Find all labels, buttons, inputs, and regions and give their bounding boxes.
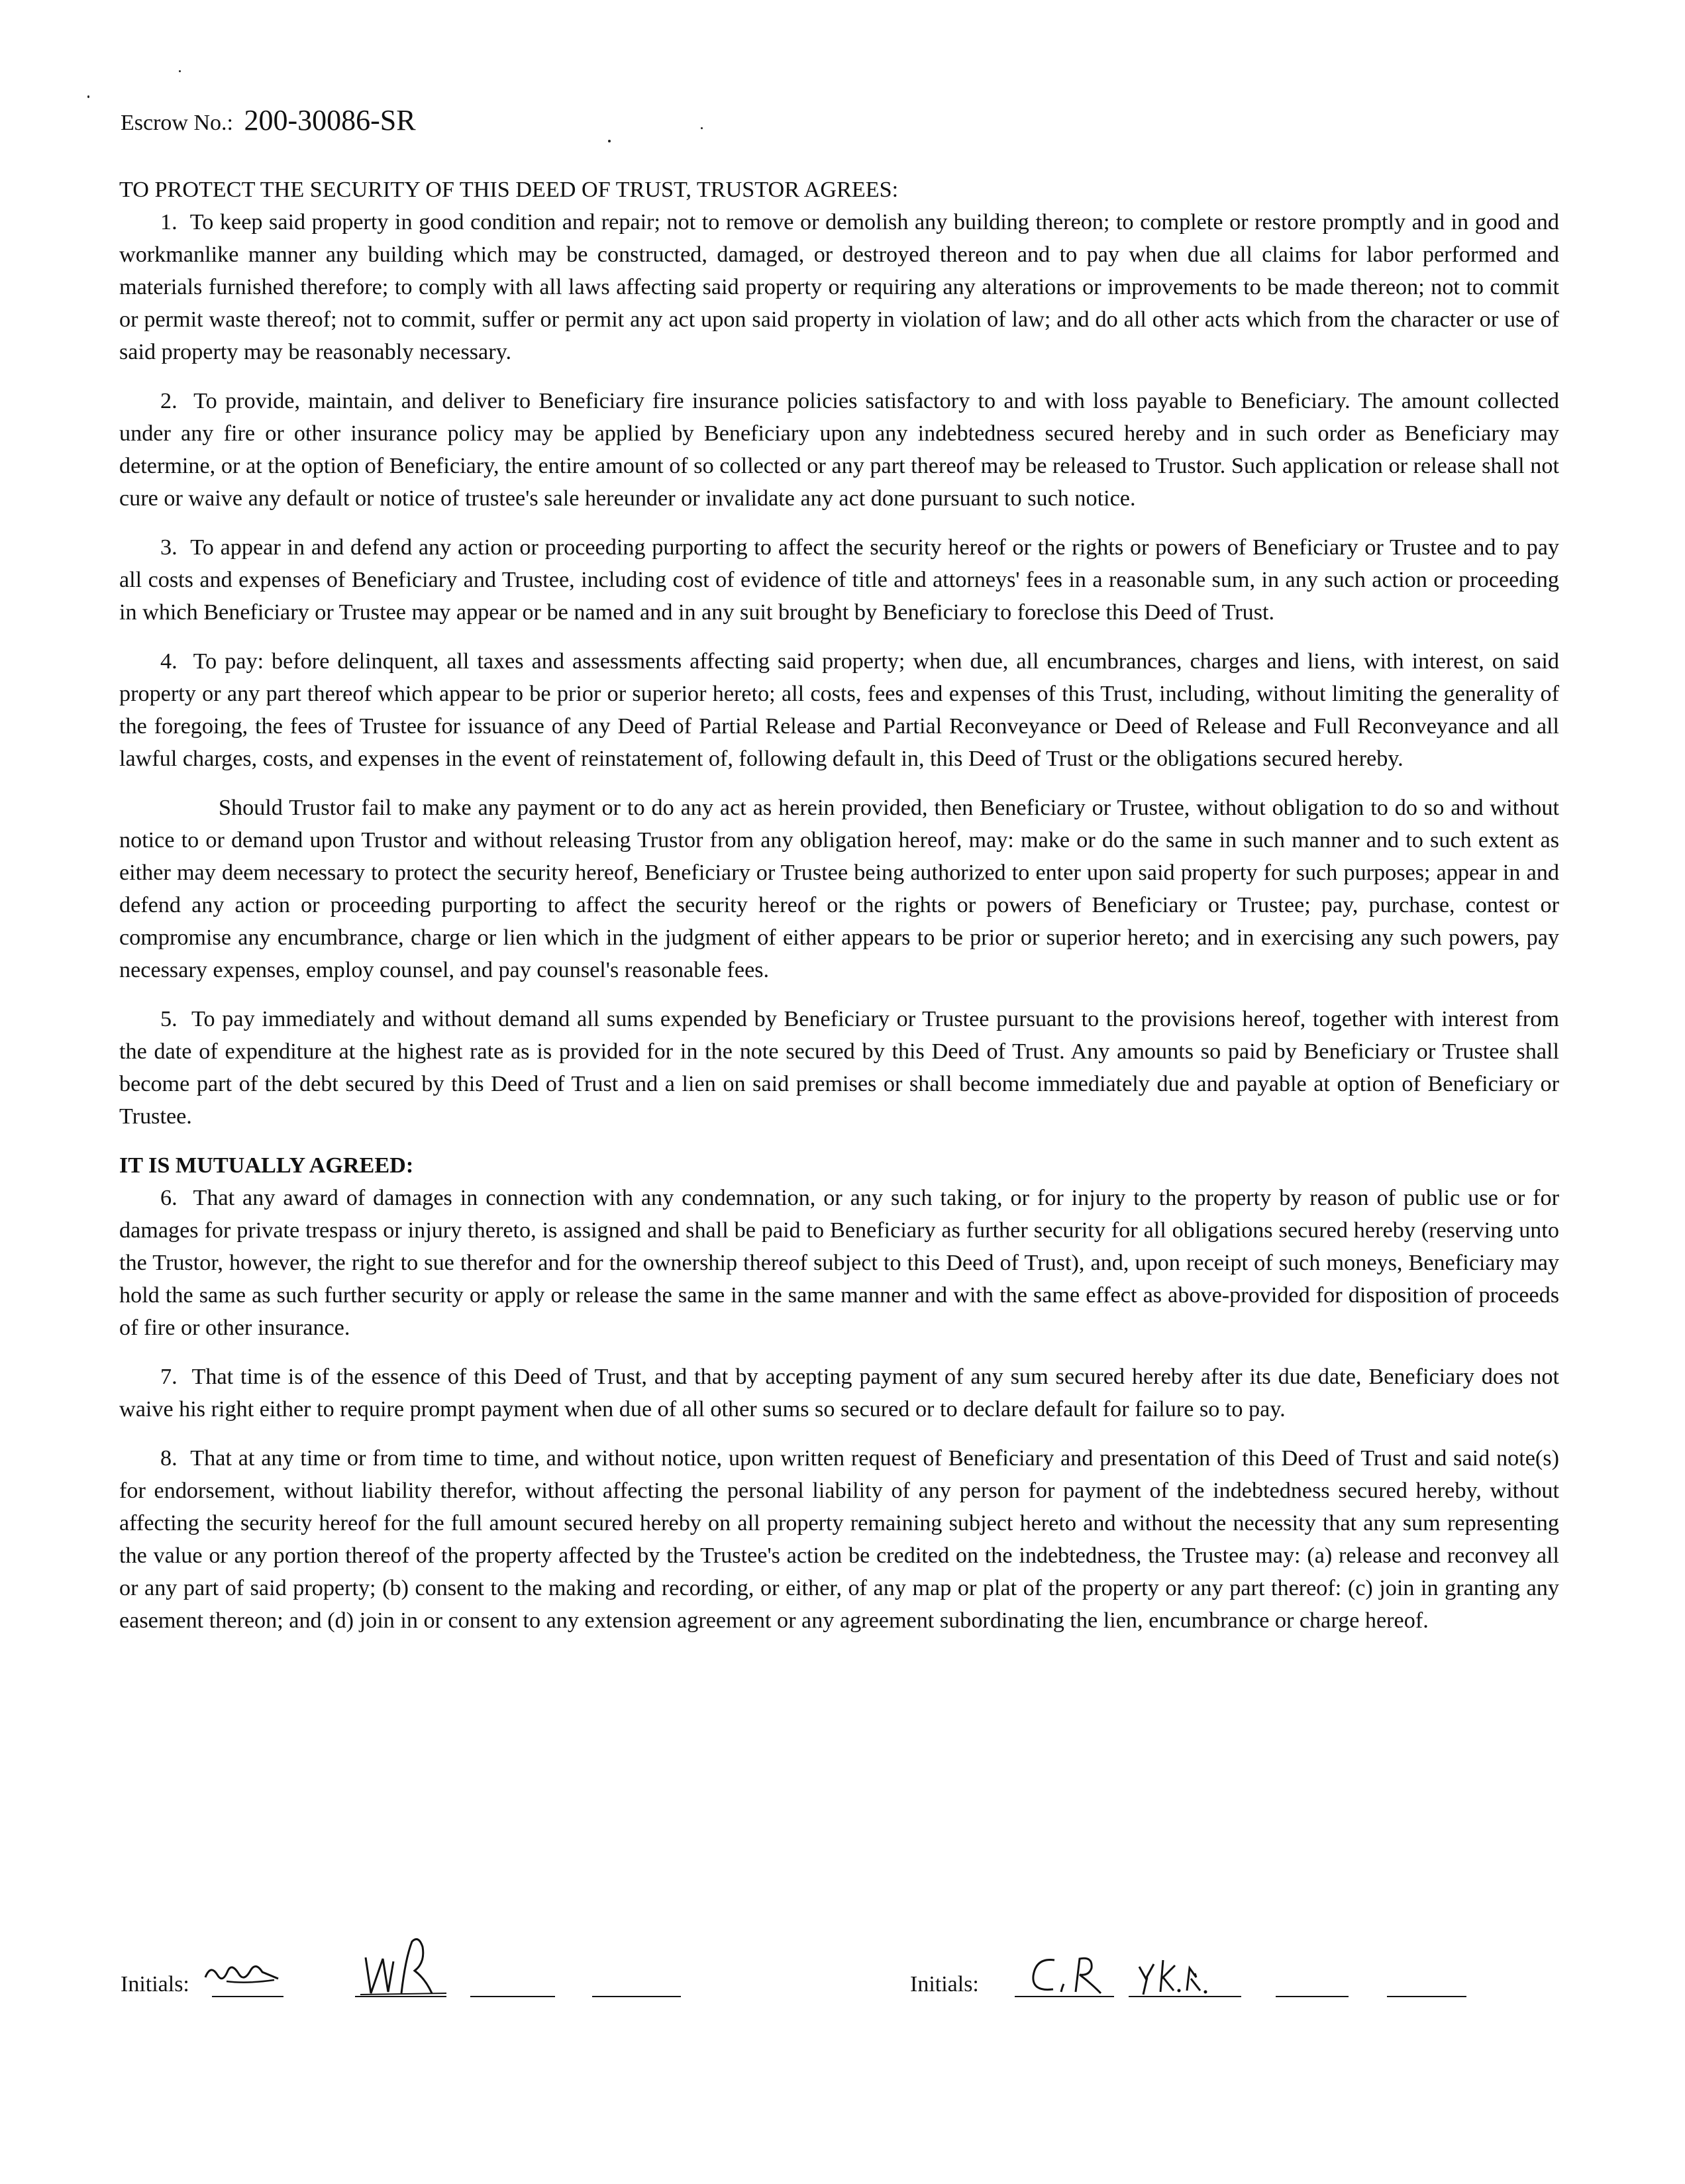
scan-speck	[608, 140, 611, 142]
right-initials-block	[910, 1951, 1506, 2004]
right-initials-label: Initials:	[910, 1972, 979, 1997]
left-initials-label: Initials:	[121, 1972, 189, 1997]
covenant-paragraph-default: Should Trustor fail to make any payment or to do any act as herein provided, then Beneficiary or Trustee, without obligation to do so and without notice to or demand upon Trustor and without releasing Trustor from any obligation hereof, may: make or do the same in such manner and to such extent as either may deem necessary to protect the security hereof, Beneficiary or Trustee being authorized to enter upon said property for such purposes; appear in and defend any action or proceeding purporting to affect the security hereof or the rights or powers of Beneficiary or Trustee; pay, purchase, contest or compromise any encumbrance, charge or lien which in the judgment of either appears to be prior or superior hereto; and in exercising any such powers, pay necessary expenses, employ counsel, and pay counsel's reasonable fees.	[119, 796, 1559, 982]
escrow-number: 200-30086-SR	[244, 104, 416, 136]
escrow-number-line	[121, 106, 416, 138]
agreed-heading: IT IS MUTUALLY AGREED:	[119, 1153, 414, 1178]
initials-line	[1387, 1996, 1466, 1997]
covenant-paragraph-3: 3. To appear in and defend any action or proceeding purporting to affect the security hereof or the rights or powers of Beneficiary or Trustee and to pay all costs and expenses of Beneficiary and Trustee, including cost of evidence of title and attorneys' fees in a reasonable sum, in any such action or proceeding in which Beneficiary or Trustee may appear or be named and in any suit brought by Beneficiary to foreclose this Deed of Trust.	[119, 535, 1559, 625]
escrow-label: Escrow No.:	[121, 111, 233, 135]
left-initials-block	[121, 1951, 717, 2004]
initials-line	[592, 1996, 681, 1997]
scan-speck	[179, 70, 181, 72]
initials-line	[212, 1996, 283, 1997]
covenant-paragraph-1: 1. To keep said property in good condition and repair; not to remove or demolish any building thereon; to complete or restore promptly and in good and workmanlike manner any building which may be constructed, damaged, or destroyed thereon and to pay when due all claims for labor performed and materials furnished therefore; to comply with all laws affecting said property or requiring any alterations or improvements to be made thereon; not to commit or permit waste thereof; not to commit, suffer or permit any act upon said property in violation of law; and do all other acts which from the character or use of said property may be reasonably necessary.	[119, 210, 1559, 364]
handwritten-initials-2	[354, 1932, 453, 2001]
scan-speck	[87, 95, 89, 98]
handwritten-initials-4	[1131, 1947, 1231, 2002]
section-title: TO PROTECT THE SECURITY OF THIS DEED OF TRUST, TRUSTOR AGREES:	[119, 178, 899, 202]
covenant-paragraph-4: 4. To pay: before delinquent, all taxes and assessments affecting said property; when due, all encumbrances, charges and liens, with interest, on said property or any part thereof which appear to be prior or superior hereto; all costs, fees and expenses of this Trust, including, without limiting the generality of the foregoing, the fees of Trustee for issuance of any Deed of Partial Release and Partial Reconveyance or Deed of Release and Full Reconveyance and all lawful charges, costs, and expenses in the event of reinstatement of, following default in, this Deed of Trust or the obligations secured hereby.	[119, 649, 1559, 771]
handwritten-initials-3	[1027, 1946, 1113, 2002]
initials-line	[470, 1996, 555, 1997]
initials-line	[1276, 1996, 1349, 1997]
handwritten-initials-1	[200, 1955, 293, 1995]
agreement-paragraph-6: 6. That any award of damages in connection with any condemnation, or any such taking, or for injury to the property by reason of public use or for damages for private trespass or injury thereto, is assigned and shall be paid to Beneficiary as further security for all obligations secured hereby (reserving unto the Trustor, however, the right to sue therefor and for the ownership thereof subject to this Deed of Trust), and, upon receipt of such moneys, Beneficiary may hold the same as such further security or apply or release the same in the same manner and with the same effect as above-provided for disposition of proceeds of fire or other insurance.	[119, 1186, 1559, 1340]
agreement-paragraph-7: 7. That time is of the essence of this Deed of Trust, and that by accepting payment of any sum secured hereby after its due date, Beneficiary does not waive his right either to require prompt payment when due of all other sums so secured or to declare default for failure so to pay.	[119, 1365, 1559, 1422]
covenant-paragraph-2: 2. To provide, maintain, and deliver to Beneficiary fire insurance policies satisfactory to and with loss payable to Beneficiary. The amount collected under any fire or other insurance policy may be applied by Beneficiary upon any indebtedness secured hereby and in such order as Beneficiary may determine, or at the option of Beneficiary, the entire amount of so collected or any part thereof may be released to Trustor. Such application or release shall not cure or waive any default or notice of trustee's sale hereunder or invalidate any act done pursuant to such notice.	[119, 389, 1559, 511]
covenant-paragraph-5: 5. To pay immediately and without demand all sums expended by Beneficiary or Trustee pursuant to the provisions hereof, together with interest from the date of expenditure at the highest rate as is provided for in the note secured by this Deed of Trust. Any amounts so paid by Beneficiary or Trustee shall become part of the debt secured by this Deed of Trust and a lien on said premises or shall become immediately due and payable at option of Beneficiary or Trustee.	[119, 1007, 1559, 1129]
agreement-paragraph-8: 8. That at any time or from time to time, and without notice, upon written request of Beneficiary and presentation of this Deed of Trust and said note(s) for endorsement, without liability therefor, without affecting the personal liability of any person for payment of the indebtedness secured hereby, without affecting the security hereof for the full amount secured hereby on all property remaining subject hereto and without the necessity that any sum representing the value or any portion thereof of the property affected by the Trustee's action be credited on the indebtedness, the Trustee may: (a) release and reconvey all or any part of said property; (b) consent to the making and recording, or either, of any map or plat of the property or any part thereof: (c) join in granting any easement thereon; and (d) join in or consent to any extension agreement or any agreement subordinating the lien, encumbrance or charge hereof.	[119, 1446, 1559, 1633]
scan-speck	[701, 127, 703, 129]
document-body	[119, 174, 1559, 1653]
